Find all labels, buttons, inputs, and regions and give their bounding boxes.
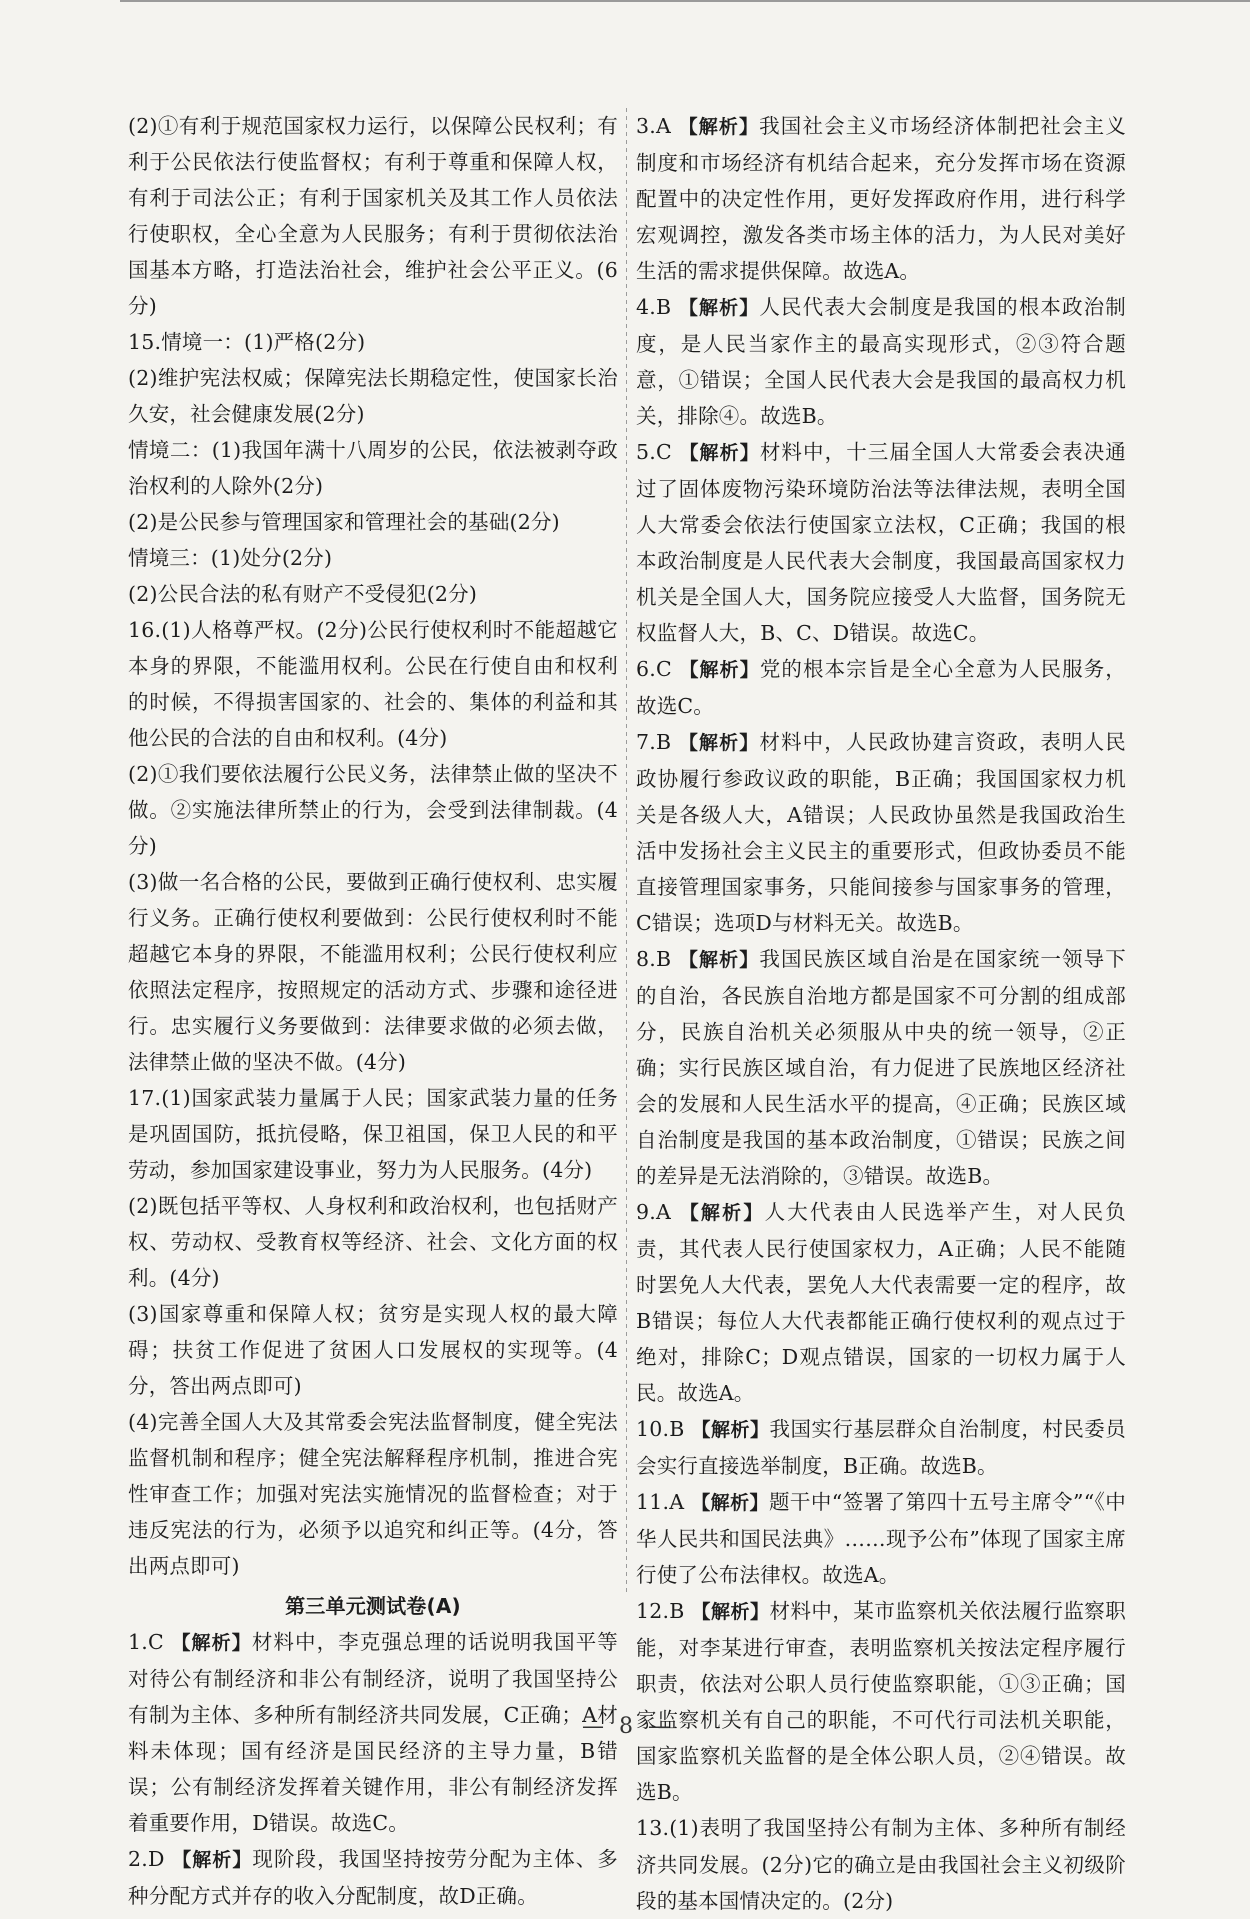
answer-paragraph: (3)国家尊重和保障人权；贫穷是实现人权的最大障碍；扶贫工作促进了贫困人口发展权的实现等。(4分，答出两点即可) bbox=[128, 1302, 618, 1398]
analysis-tag: 【解析】 bbox=[691, 1419, 770, 1441]
analysis-tag: 【解析】 bbox=[678, 949, 760, 971]
left-column bbox=[128, 108, 618, 1914]
answer-item bbox=[636, 108, 1126, 289]
answer-paragraph: (2)既包括平等权、人身权利和政治权利，也包括财产权、劳动权、受教育权等经济、社会、文化方面的权利。(4分) bbox=[128, 1194, 618, 1290]
answer-text: 我国社会主义市场经济体制把社会主义制度和市场经济有机结合起来，充分发挥市场在资源配置中的决定性作用，更好发挥政府作用，进行科学宏观调控，激发各类市场主体的活力，为人民对美好生活的需求提供保障。故选A。 bbox=[636, 114, 1126, 283]
answer-number: 12.B bbox=[636, 1599, 685, 1623]
answer-item bbox=[128, 1841, 618, 1914]
answer-text: 我国实行基层群众自治制度，村民委员会实行直接选举制度，B正确。故选B。 bbox=[636, 1417, 1126, 1478]
answer-text: 人大代表由人民选举产生，对人民负责，其代表人民行使国家权力，A正确；人民不能随时罢免人大代表，罢免人大代表需要一定的程序，故B错误；每位人大代表都能正确行使权利的观点过于绝对，排除C；D观点错误，国家的一切权力属于人民。故选A。 bbox=[636, 1200, 1126, 1405]
answer-number: 6.C bbox=[636, 657, 672, 681]
answer-paragraph: (2)①有利于规范国家权力运行，以保障公民权利；有利于公民依法行使监督权；有利于尊重和保障人权，有利于司法公正；有利于国家机关及其工作人员依法行使职权，全心全意为人民服务；有利于贯彻依法治国基本方略，打造法治社会，维护社会公平正义。(6分) bbox=[128, 114, 618, 318]
answer-paragraph: 情境二：(1)我国年满十八周岁的公民，依法被剥夺政治权利的人除外(2分) bbox=[128, 438, 618, 498]
analysis-tag: 【解析】 bbox=[679, 659, 760, 681]
analysis-tag: 【解析】 bbox=[678, 732, 760, 754]
answer-paragraph: (2)公民合法的私有财产不受侵犯(2分) bbox=[128, 582, 478, 606]
analysis-tag: 【解析】 bbox=[691, 1492, 769, 1514]
analysis-tag: 【解析】 bbox=[172, 1849, 253, 1871]
answer-number: 5.C bbox=[636, 440, 672, 464]
answer-text: 材料中，十三届全国人大常委会表决通过了固体废物污染环境防治法等法律法规，表明全国人大常委会依法行使国家立法权，C正确；我国的根本政治制度是人民代表大会制度，我国最高国家权力机关是全国人大，国务院应接受人大监督，国务院无权监督人大，B、C、D错误。故选C。 bbox=[636, 440, 1126, 645]
answer-item bbox=[636, 1484, 1126, 1593]
analysis-tag: 【解析】 bbox=[691, 1601, 770, 1623]
answer-paragraph: 16.(1)人格尊严权。(2分)公民行使权利时不能超越它本身的界限，不能滥用权利。公民在行使自由和权利的时候，不得损害国家的、社会的、集体的利益和其他公民的合法的自由和权利。(4分) bbox=[128, 618, 618, 750]
analysis-tag: 【解析】 bbox=[679, 442, 760, 464]
answer-text: 材料中，李克强总理的话说明我国平等对待公有制经济和非公有制经济，说明了我国坚持公有制为主体、多种所有制经济共同发展，C正确；A材料未体现；国有经济是国民经济的主导力量，B错误；公有制经济发挥着关键作用，非公有制经济发挥着重要作用，D错误。故选C。 bbox=[128, 1630, 618, 1835]
answer-paragraph: (2)①我们要依法履行公民义务，法律禁止做的坚决不做。②实施法律所禁止的行为，会受到法律制裁。(4分) bbox=[128, 762, 618, 858]
answer-paragraph: (4)完善全国人大及其常委会宪法监督制度，健全宪法监督机制和程序；健全宪法解释程序机制，推进合宪性审查工作；加强对宪法实施情况的监督检查；对于违反宪法的行为，必须予以追究和纠正等。(4分，答出两点即可) bbox=[128, 1410, 618, 1578]
answer-paragraph: 情境三：(1)处分(2分) bbox=[128, 546, 333, 570]
answer-text: 题干中“签署了第四十五号主席令”“《中华人民共和国民法典》……现予公布”体现了国家主席行使了公布法律权。故选A。 bbox=[636, 1490, 1126, 1587]
answer-text: 现阶段，我国坚持按劳分配为主体、多种分配方式并存的收入分配制度，故D正确。 bbox=[128, 1847, 618, 1908]
answer-paragraph: (2)维护宪法权威；保障宪法长期稳定性，使国家长治久安，社会健康发展(2分) bbox=[128, 366, 618, 426]
answer-number: 8.B bbox=[636, 947, 672, 971]
answer-item bbox=[636, 1593, 1126, 1810]
analysis-tag: 【解析】 bbox=[679, 1202, 765, 1224]
answer-text: 我国民族区域自治是在国家统一领导下的自治，各民族自治地方都是国家不可分割的组成部分，民族自治机关必须服从中央的统一领导，②正确；实行民族区域自治，有力促进了民族地区经济社会的发展和人民生活水平的提高，④正确；民族区域自治制度是我国的基本政治制度，①错误；民族之间的差异是无法消除的，③错误。故选B。 bbox=[636, 947, 1126, 1188]
page-number: — 8 — bbox=[582, 1714, 674, 1739]
answer-item bbox=[636, 1194, 1126, 1411]
answer-number: 10.B bbox=[636, 1417, 685, 1441]
answer-paragraph: (3)做一名合格的公民，要做到正确行使权利、忠实履行义务。正确行使权利要做到：公民行使权利时不能超越它本身的界限，不能滥用权利；公民行使权利应依照法定程序，按照规定的活动方式、步骤和途径进行。忠实履行义务要做到：法律要求做的必须去做，法律禁止做的坚决不做。(4分) bbox=[128, 870, 618, 1074]
analysis-tag: 【解析】 bbox=[171, 1632, 252, 1654]
answer-item bbox=[636, 434, 1126, 651]
answer-text: 人民代表大会制度是我国的根本政治制度，是人民当家作主的最高实现形式，②③符合题意，①错误；全国人民代表大会是我国的最高权力机关，排除④。故选B。 bbox=[636, 295, 1126, 428]
column-divider bbox=[626, 108, 627, 1596]
answer-paragraph: (2)是公民参与管理国家和管理社会的基础(2分) bbox=[128, 510, 560, 534]
analysis-tag: 【解析】 bbox=[678, 297, 760, 319]
answer-text: 材料中，人民政协建言资政，表明人民政协履行参政议政的职能，B正确；我国国家权力机关是各级人大，A错误；人民政协虽然是我国政治生活中发扬社会主义民主的重要形式，但政协委员不能直接管理国家事务，只能间接参与国家事务的管理，C错误；选项D与材料无关。故选B。 bbox=[636, 730, 1126, 935]
analysis-tag: 【解析】 bbox=[678, 116, 760, 138]
answer-number: 7.B bbox=[636, 730, 672, 754]
answer-item bbox=[636, 941, 1126, 1194]
answer-paragraph: 17.(1)国家武装力量属于人民；国家武装力量的任务是巩固国防，抵抗侵略，保卫祖国，保卫人民的和平劳动，参加国家建设事业，努力为人民服务。(4分) bbox=[128, 1086, 618, 1182]
answer-item bbox=[636, 289, 1126, 434]
answer-text: 材料中，某市监察机关依法履行监察职能，对李某进行审查，表明监察机关按法定程序履行职责，依法对公职人员行使监察职能，①③正确；国家监察机关有自己的职能，不可代行司法机关职能，国家监察机关监督的是全体公职人员，②④错误。故选B。 bbox=[636, 1599, 1126, 1804]
answer-page bbox=[128, 108, 1128, 1913]
answer-paragraph: 15.情境一：(1)严格(2分) bbox=[128, 330, 366, 354]
answer-number: 3.A bbox=[636, 114, 671, 138]
top-rule bbox=[120, 0, 1250, 2]
answer-number: 1.C bbox=[128, 1630, 164, 1654]
answer-number: 2.D bbox=[128, 1847, 165, 1871]
answer-number: 9.A bbox=[636, 1200, 671, 1224]
answer-text: 党的根本宗旨是全心全意为人民服务，故选C。 bbox=[636, 657, 1126, 718]
section-title: 第三单元测试卷(A) bbox=[285, 1594, 461, 1618]
answer-number: 4.B bbox=[636, 295, 672, 319]
answer-item bbox=[636, 1411, 1126, 1484]
answer-item bbox=[636, 1810, 1126, 1919]
answer-item bbox=[636, 724, 1126, 941]
answer-text: 13.(1)表明了我国坚持公有制为主体、多种所有制经济共同发展。(2分)它的确立是由我国社会主义初级阶段的基本国情决定的。(2分) bbox=[636, 1816, 1126, 1913]
right-column bbox=[636, 108, 1126, 1919]
answer-number: 11.A bbox=[636, 1490, 685, 1514]
answer-item bbox=[636, 651, 1126, 724]
